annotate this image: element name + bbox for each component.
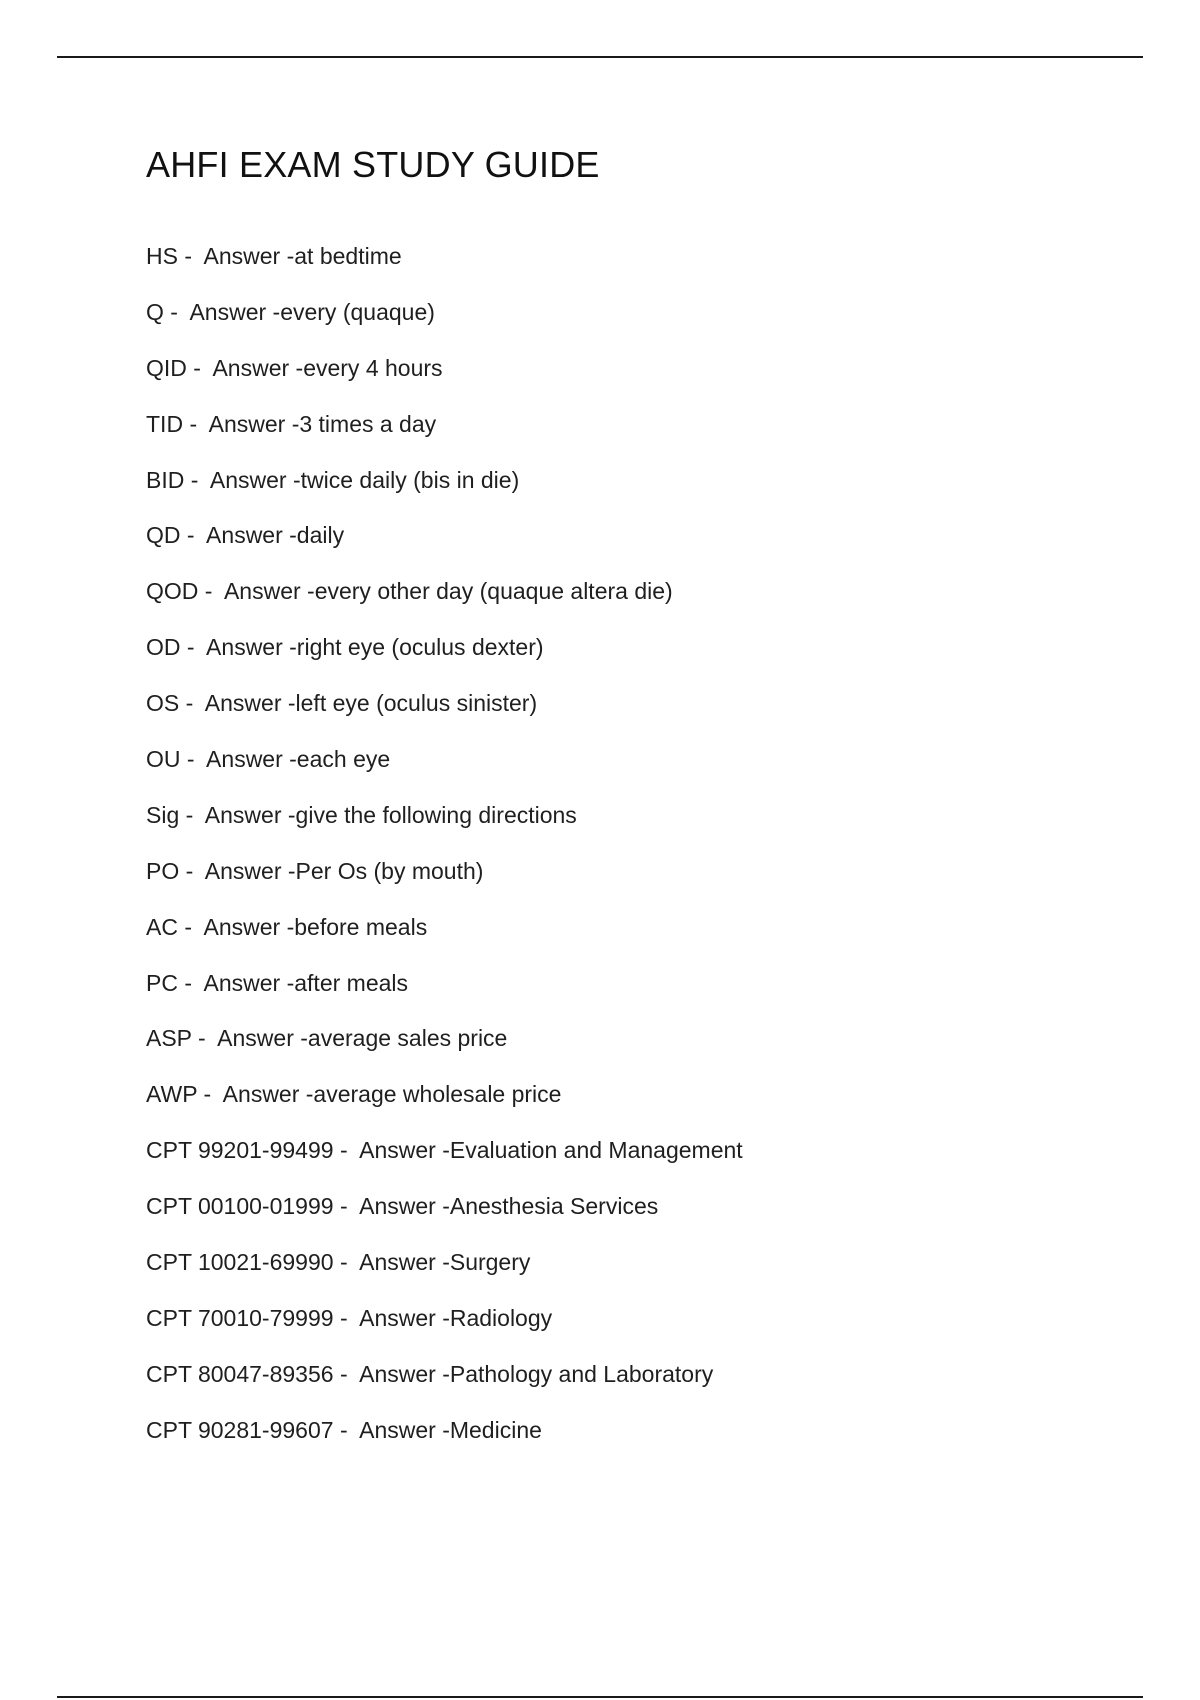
qa-item-asp: ASP - Answer -average sales price xyxy=(146,1025,508,1052)
qa-item-cpt-pathology: CPT 80047-89356 - Answer -Pathology and Laboratory xyxy=(146,1360,714,1387)
page-title: AHFI EXAM STUDY GUIDE xyxy=(146,144,600,185)
qa-item-awp: AWP - Answer -average wholesale price xyxy=(146,1081,562,1108)
qa-item-sig: Sig - Answer -give the following directions xyxy=(146,801,577,828)
qa-item-cpt-surgery: CPT 10021-69990 - Answer -Surgery xyxy=(146,1249,531,1276)
qa-item-cpt-anesthesia: CPT 00100-01999 - Answer -Anesthesia Services xyxy=(146,1193,659,1220)
qa-item-tid: TID - Answer -3 times a day xyxy=(146,410,437,437)
qa-item-qod: QOD - Answer -every other day (quaque altera die) xyxy=(146,578,673,605)
qa-item-os: OS - Answer -left eye (oculus sinister) xyxy=(146,690,538,717)
qa-item-ac: AC - Answer -before meals xyxy=(146,913,428,940)
qa-item-hs: HS - Answer -at bedtime xyxy=(146,243,402,269)
qa-list xyxy=(146,241,743,1471)
qa-item-cpt-radiology: CPT 70010-79999 - Answer -Radiology xyxy=(146,1304,553,1331)
qa-item-od: OD - Answer -right eye (oculus dexter) xyxy=(146,634,544,661)
qa-item-qid: QID - Answer -every 4 hours xyxy=(146,354,443,381)
top-divider xyxy=(57,56,1143,58)
qa-item-cpt-evaluation: CPT 99201-99499 - Answer -Evaluation and Management xyxy=(146,1137,743,1164)
qa-item-bid: BID - Answer -twice daily (bis in die) xyxy=(146,466,520,493)
qa-item-ou: OU - Answer -each eye xyxy=(146,746,391,773)
qa-item-pc: PC - Answer -after meals xyxy=(146,969,409,996)
qa-item-q: Q - Answer -every (quaque) xyxy=(146,298,435,325)
qa-item-po: PO - Answer -Per Os (by mouth) xyxy=(146,857,484,884)
qa-item-qd: QD - Answer -daily xyxy=(146,522,345,549)
bottom-divider xyxy=(57,1696,1143,1698)
qa-item-cpt-medicine: CPT 90281-99607 - Answer -Medicine xyxy=(146,1416,542,1443)
